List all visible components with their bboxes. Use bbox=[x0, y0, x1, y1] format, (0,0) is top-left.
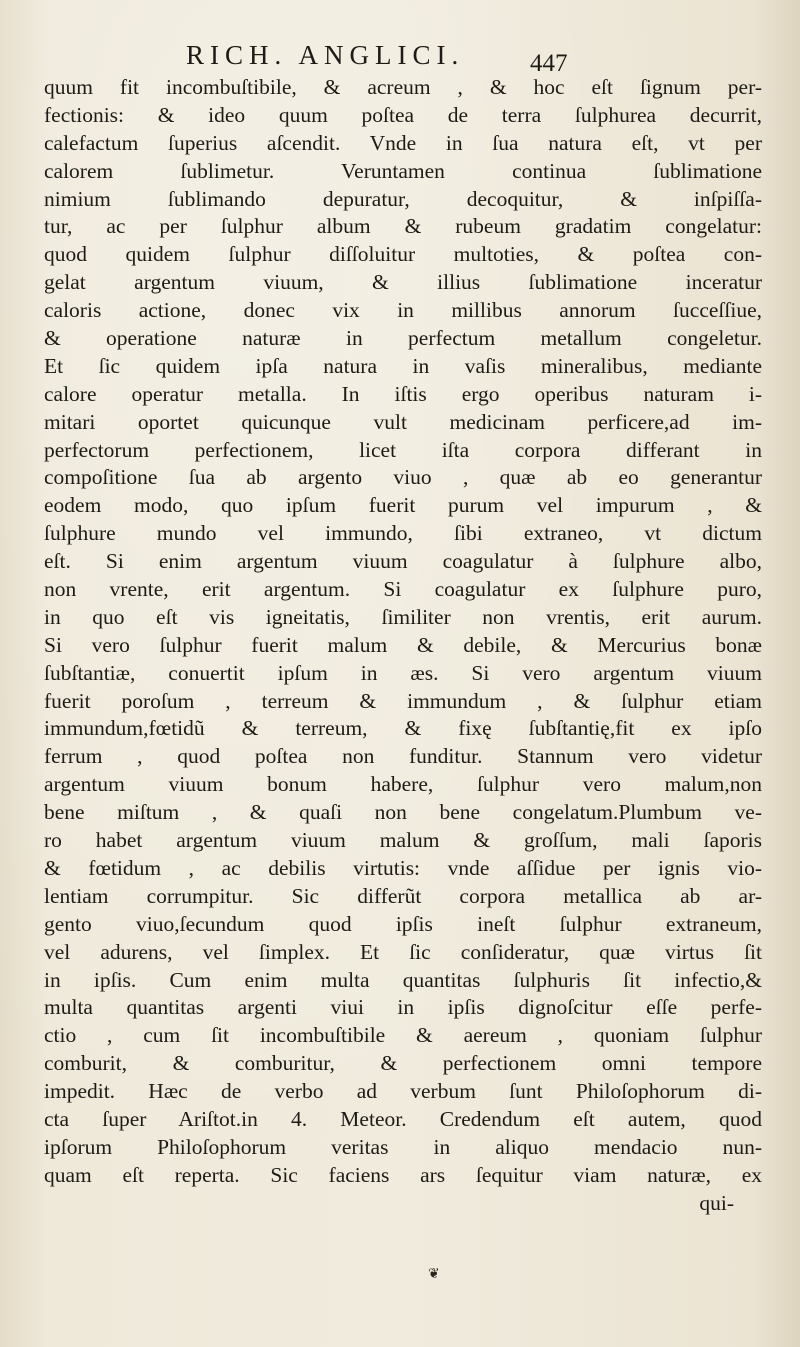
text-line: fuerit poroſum , terreum & immundum , & ſulphur etiam bbox=[44, 688, 762, 713]
text-line: immundum,fœtidũ & terreum, & fixę ſubſtantię,fit ex ipſo bbox=[44, 716, 762, 741]
text-line: mitari oportet quicunque vult medicinam perficere,ad im- bbox=[44, 409, 762, 434]
text-line: calore operatur metalla. In iſtis ergo operibus naturam i- bbox=[44, 381, 762, 406]
text-line: & fœtidum , ac debilis virtutis: vnde aſſidue per ignis vio- bbox=[44, 855, 762, 880]
text-line: eodem modo, quo ipſum fuerit purum vel impurum , & bbox=[44, 493, 762, 518]
text-line: eſt. Si enim argentum viuum coagulatur à ſulphure albo, bbox=[44, 549, 762, 574]
text-line: quam eſt reperta. Sic faciens ars ſequitur viam naturæ, ex bbox=[44, 1162, 762, 1187]
text-line: ferrum , quod poſtea non funditur. Stannum vero videtur bbox=[44, 744, 762, 769]
text-line: nimium ſublimando depuratur, decoquitur, & inſpiſſa- bbox=[44, 186, 762, 211]
catchword: qui- bbox=[699, 1190, 734, 1215]
body-text bbox=[44, 74, 762, 1218]
text-line: ſubſtantiæ, conuertit ipſum in æs. Si vero argentum viuum bbox=[44, 660, 762, 685]
text-line: quum fit incombuſtibile, & acreum , & hoc eſt ſignum per- bbox=[44, 75, 762, 99]
page-number: 447 bbox=[530, 50, 568, 77]
text-line: calorem ſublimetur. Veruntamen continua ſublimatione bbox=[44, 158, 762, 183]
text-line: cta ſuper Ariſtot.in 4. Meteor. Credendum eſt autem, quod bbox=[44, 1106, 762, 1131]
text-line: Si vero ſulphur fuerit malum & debile, & Mercurius bonæ bbox=[44, 632, 762, 657]
text-line: ctio , cum ſit incombuſtibile & aereum , quoniam ſulphur bbox=[44, 1023, 762, 1048]
text-line: gento viuo,ſecundum quod ipſis ineſt ſulphur extraneum, bbox=[44, 911, 762, 936]
text-line: ro habet argentum viuum malum & groſſum, mali ſaporis bbox=[44, 828, 762, 853]
text-line: ipſorum Philoſophorum veritas in aliquo mendacio nun- bbox=[44, 1134, 762, 1159]
text-line: impedit. Hæc de verbo ad verbum ſunt Philoſophorum di- bbox=[44, 1079, 762, 1104]
text-line: caloris actione, donec vix in millibus annorum ſucceſſiue, bbox=[44, 298, 762, 323]
text-line: in ipſis. Cum enim multa quantitas ſulphuris ſit infectio,& bbox=[44, 967, 762, 992]
fleuron-icon: ❦ bbox=[428, 1267, 440, 1282]
text-line: compoſitione ſua ab argento viuo , quæ ab eo generantur bbox=[44, 465, 762, 490]
running-head: RICH. ANGLICI. bbox=[186, 40, 465, 70]
text-line: perfectorum perfectionem, licet iſta corpora differant in bbox=[44, 437, 762, 462]
text-line: multa quantitas argenti viui in ipſis dignoſcitur eſſe perfe- bbox=[44, 995, 762, 1020]
text-line: vel adurens, vel ſimplex. Et ſic conſideratur, quæ virtus ſit bbox=[44, 939, 762, 964]
text-line: ſulphure mundo vel immundo, ſibi extraneo, vt dictum bbox=[44, 521, 762, 546]
text-line: quod quidem ſulphur diſſoluitur multoties, & poſtea con- bbox=[44, 242, 762, 267]
text-line: fectionis: & ideo quum poſtea de terra ſulphurea decurrit, bbox=[44, 102, 762, 127]
text-line: & operatione naturæ in perfectum metallum congeletur. bbox=[44, 326, 762, 351]
text-line: non vrente, erit argentum. Si coagulatur ex ſulphure puro, bbox=[44, 577, 762, 602]
text-line: lentiam corrumpitur. Sic differũt corpora metallica ab ar- bbox=[44, 883, 762, 908]
text-line: tur, ac per ſulphur album & rubeum gradatim congelatur: bbox=[44, 214, 762, 239]
text-line: bene miſtum , & quaſi non bene congelatum.Plumbum ve- bbox=[44, 800, 762, 825]
text-line: calefactum ſuperius aſcendit. Vnde in ſua natura eſt, vt per bbox=[44, 130, 762, 155]
text-line: Et ſic quidem ipſa natura in vaſis mineralibus, mediante bbox=[44, 353, 762, 378]
text-line: in quo eſt vis igneitatis, ſimiliter non vrentis, erit aurum. bbox=[44, 604, 762, 629]
text-line: gelat argentum viuum, & illius ſublimatione inceratur bbox=[44, 270, 762, 295]
text-line: argentum viuum bonum habere, ſulphur vero malum,non bbox=[44, 772, 762, 797]
text-line: comburit, & comburitur, & perfectionem omni tempore bbox=[44, 1051, 762, 1076]
